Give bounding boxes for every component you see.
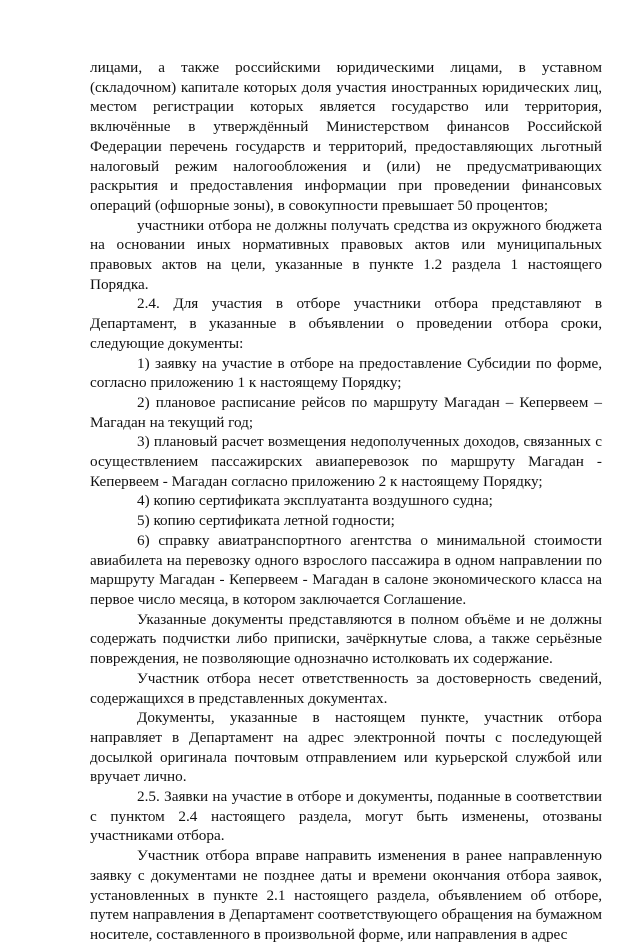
list-item-4-operator-certificate: 4) копию сертификата эксплуатанта воздушного судна; [137, 492, 493, 510]
paragraph-submission-method: Документы, указанные в настоящем пункте, участник отбора направляет в Департамент на адрес электронной почты с последующей досылкой оригинала почтовым отправлением или курьерской службой или вручает лично. [90, 709, 602, 786]
list-item-2-flight-schedule: 2) плановое расписание рейсов по маршруту Магадан – Кепервеем – Магадан на текущий год; [90, 393, 602, 431]
paragraph-budget-restriction: участники отбора не должны получать средства из окружного бюджета на основании иных нормативных правовых актов или муниципальных правовых актов на цели, указанные в пункте 1.2 раздела 1 настоящего Порядка. [90, 216, 602, 293]
paragraph-changes-procedure: Участник отбора вправе направить изменения в ранее направленную заявку с документами не позднее даты и времени окончания отбора заявок, установленных в пункте 2.1 настоящего раздела, объявлением об отборе, путем направления в Департамент соответствующего обращения на бумажном носителе, составленного в произвольной форме, или направления в адрес [90, 847, 602, 943]
list-item-1-application: 1) заявку на участие в отборе на предоставление Субсидии по форме, согласно приложению 1 к настоящему Порядку; [90, 354, 602, 392]
paragraph-documents-requirements: Указанные документы представляются в полном объёме и не должны содержать подчистки либо приписки, зачёркнутые слова, а также серьёзные повреждения, не позволяющие однозначно истолковать их содержание. [90, 610, 602, 668]
list-item-6-ticket-price-certificate: 6) справку авиатранспортного агентства о минимальной стоимости авиабилета на перевозку одного взрослого пассажира в одном направлении по маршруту Магадан - Кепервеем - Магадан в салоне экономического класса на первое число месяца, в котором заключается Соглашение. [90, 531, 602, 608]
paragraph-responsibility: Участник отбора несет ответственность за достоверность сведений, содержащихся в представленных документах. [90, 669, 602, 707]
paragraph-foreign-entities-continuation: лицами, а также российскими юридическими лицами, в уставном (складочном) капитале которых доля участия иностранных юридических лиц, местом регистрации которых является государство или территория, включённые в утверждённый Министерством финансов Российской Федерации перечень государств и территорий, предоставляющих льготный налоговый режим налогообложения и (или) не предусматривающих раскрытия и предоставления информации при проведении финансовых операций (офшорные зоны), в совокупности превышает 50 процентов; [90, 59, 602, 214]
list-item-3-compensation-calculation: 3) плановый расчет возмещения недополученных доходов, связанных с осуществлением пассажирских авиаперевозок по маршруту Магадан - Кепервеем - Магадан согласно приложению 2 к настоящему Порядку; [90, 433, 602, 490]
list-item-5-airworthiness-certificate: 5) копию сертификата летной годности; [137, 512, 395, 530]
paragraph-2-5-changes: 2.5. Заявки на участие в отборе и документы, поданные в соответствии с пунктом 2.4 настоящего раздела, могут быть изменены, отозваны участниками отбора. [90, 788, 602, 845]
document-page [90, 58, 602, 945]
paragraph-2-4-intro: 2.4. Для участия в отборе участники отбора представляют в Департамент, в указанные в объявлении о проведении отбора сроки, следующие документы: [90, 295, 602, 352]
